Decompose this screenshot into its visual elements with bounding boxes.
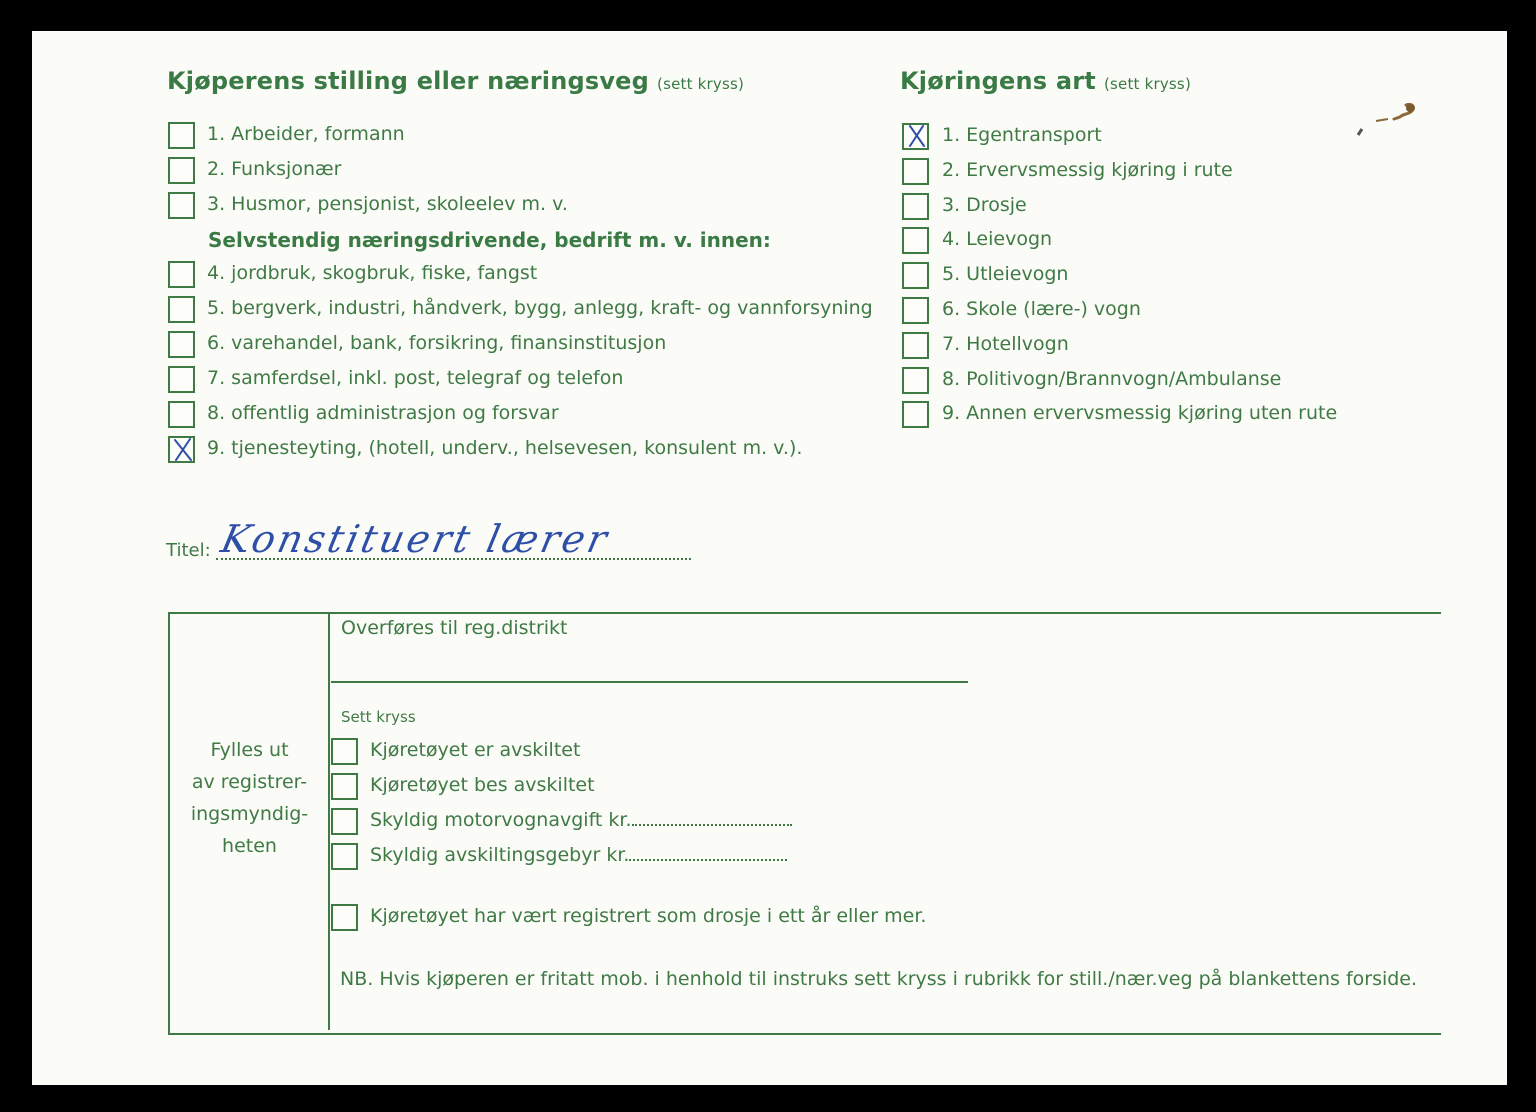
checkbox[interactable] xyxy=(902,401,929,428)
self-employed-subheading: Selvstendig næringsdrivende, bedrift m. v. innen: xyxy=(208,228,771,252)
option-label: 8. Politivogn/Brannvogn/Ambulanse xyxy=(942,368,1282,390)
option-label: Kjøretøyet er avskiltet xyxy=(370,739,581,761)
checkbox[interactable] xyxy=(902,227,929,254)
option-label: 1. Arbeider, formann xyxy=(207,123,405,145)
option-label: 3. Husmor, pensjonist, skoleelev m. v. xyxy=(207,193,568,215)
checkbox[interactable] xyxy=(168,192,195,219)
left-title-note: (sett kryss) xyxy=(657,75,745,93)
side-label-line: ingsmyndig- xyxy=(190,803,309,825)
checkbox-checked[interactable] xyxy=(168,436,195,463)
box-top-line xyxy=(168,612,1441,614)
option-label xyxy=(370,843,787,868)
left-section-title xyxy=(167,67,744,95)
form-card xyxy=(32,31,1507,1085)
box-left-line xyxy=(168,612,170,1035)
titel-handwritten-value[interactable] xyxy=(217,517,692,567)
checkbox[interactable] xyxy=(168,157,195,184)
option-label: 9. Annen ervervsmessig kjøring uten rute xyxy=(942,402,1338,424)
checkbox[interactable] xyxy=(331,843,358,870)
sett-kryss-label: Sett kryss xyxy=(341,708,416,726)
titel-label: Titel: xyxy=(166,540,211,561)
option-label: 8. offentlig administrasjon og forsvar xyxy=(207,402,559,424)
checkbox[interactable] xyxy=(902,367,929,394)
checkbox[interactable] xyxy=(902,193,929,220)
right-title-note: (sett kryss) xyxy=(1103,75,1191,93)
checkbox[interactable] xyxy=(168,296,195,323)
checkbox[interactable] xyxy=(168,401,195,428)
checkbox[interactable] xyxy=(331,808,358,835)
option-label: 7. samferdsel, inkl. post, telegraf og telefon xyxy=(207,367,624,389)
option-label: 7. Hotellvogn xyxy=(942,333,1069,355)
ink-stain-icon xyxy=(1354,99,1424,139)
option-label-text: Skyldig avskiltingsgebyr kr. xyxy=(370,844,630,866)
option-label: 4. jordbruk, skogbruk, fiske, fangst xyxy=(207,262,538,284)
option-label: 2. Ervervsmessig kjøring i rute xyxy=(942,159,1233,181)
option-label: Kjøretøyet har vært registrert som drosje i ett år eller mer. xyxy=(370,905,927,927)
side-label-line: heten xyxy=(222,835,277,857)
option-label: 4. Leievogn xyxy=(942,228,1053,250)
checkbox[interactable] xyxy=(331,904,358,931)
box-bottom-line xyxy=(168,1033,1441,1035)
checkbox[interactable] xyxy=(331,773,358,800)
x-mark-icon xyxy=(906,123,928,149)
checkbox[interactable] xyxy=(168,261,195,288)
checkbox[interactable] xyxy=(902,262,929,289)
authority-side-label xyxy=(172,734,327,862)
x-mark-icon xyxy=(172,436,194,462)
nb-note: NB. Hvis kjøperen er fritatt mob. i henhold til instruks sett kryss i rubrikk for still./nær.veg på blankettens forside. xyxy=(340,968,1418,990)
option-label: 6. Skole (lære-) vogn xyxy=(942,298,1141,320)
option-label-text: Skyldig motorvognavgift kr. xyxy=(370,809,632,831)
checkbox[interactable] xyxy=(168,122,195,149)
option-label: Kjøretøyet bes avskiltet xyxy=(370,774,595,796)
checkbox[interactable] xyxy=(902,297,929,324)
option-label: 1. Egentransport xyxy=(942,124,1102,146)
amount-dotted-line[interactable] xyxy=(632,808,792,826)
transfer-district-label: Overføres til reg.distrikt xyxy=(341,617,568,639)
checkbox-checked[interactable] xyxy=(902,123,929,150)
handwritten-text: Konstituert lærer xyxy=(217,517,614,561)
left-title-text: Kjøperens stilling eller næringsveg xyxy=(167,67,650,95)
right-section-title xyxy=(900,67,1191,95)
option-label: 2. Funksjonær xyxy=(207,158,342,180)
amount-dotted-line[interactable] xyxy=(629,843,787,861)
option-label: 5. bergverk, industri, håndverk, bygg, anlegg, kraft- og vannforsyning xyxy=(207,297,873,319)
transfer-district-line[interactable] xyxy=(331,681,968,683)
checkbox[interactable] xyxy=(902,332,929,359)
box-divider-line xyxy=(328,612,330,1030)
checkbox[interactable] xyxy=(168,366,195,393)
checkbox[interactable] xyxy=(168,331,195,358)
right-title-text: Kjøringens art xyxy=(900,67,1096,95)
side-label-line: Fylles ut xyxy=(210,739,289,761)
option-label: 5. Utleievogn xyxy=(942,263,1069,285)
checkbox[interactable] xyxy=(902,158,929,185)
option-label: 3. Drosje xyxy=(942,194,1027,216)
checkbox[interactable] xyxy=(331,738,358,765)
option-label xyxy=(370,808,792,833)
option-label: 6. varehandel, bank, forsikring, finansinstitusjon xyxy=(207,332,667,354)
option-label: 9. tjenesteyting, (hotell, underv., helsevesen, konsulent m. v.). xyxy=(207,437,803,459)
side-label-line: av registrer- xyxy=(191,771,308,793)
